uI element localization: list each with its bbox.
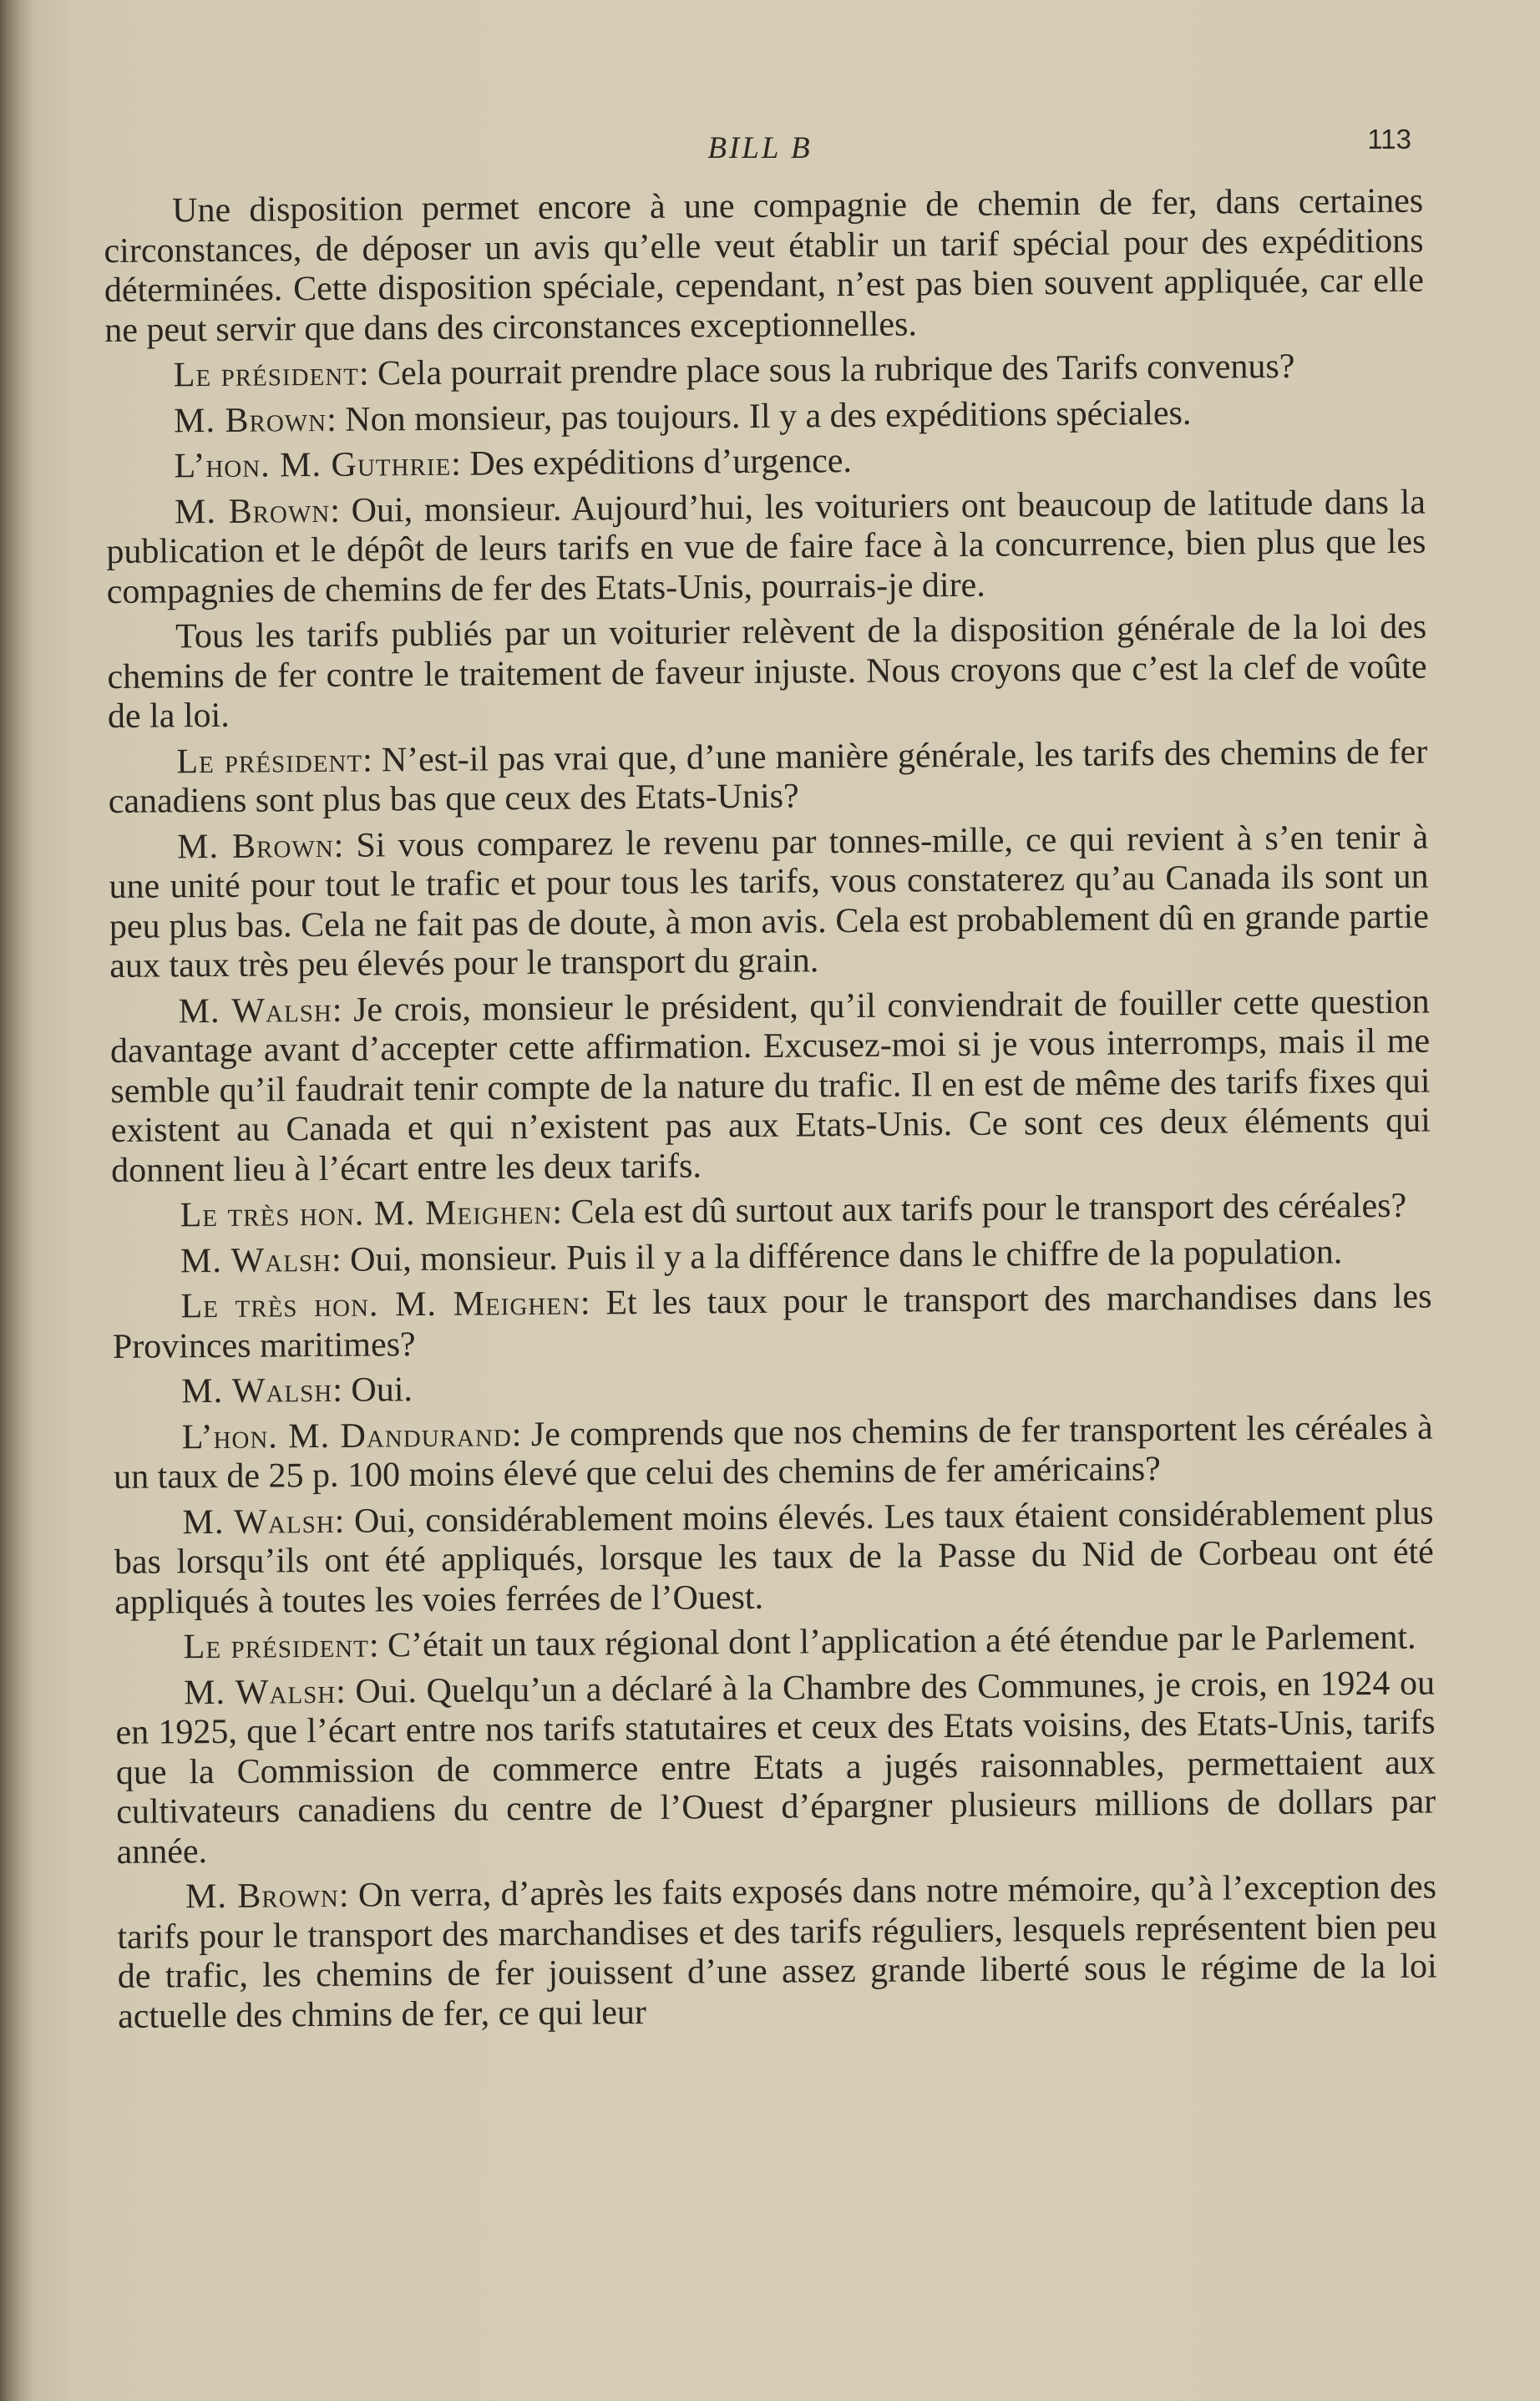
- speaker-name: L’hon. M. Dandurand: [181, 1415, 512, 1456]
- speaker-name: L’hon. M. Guthrie: [174, 444, 452, 486]
- speaker-separator: :: [552, 1193, 563, 1232]
- speaker-name: Le très hon. M. Meighen: [180, 1284, 581, 1326]
- speaker-name: M. Brown: [176, 826, 334, 866]
- speaker-name: M. Brown: [173, 400, 327, 440]
- speaker-separator: :: [368, 1626, 379, 1665]
- paragraph: [112, 1278, 1432, 1367]
- paragraph: [105, 347, 1425, 397]
- paragraph: [111, 1187, 1431, 1237]
- paragraph: [110, 982, 1431, 1191]
- paragraph-text: Tous les tarifs publiés par un voiturier relèvent de la disposition générale de la loi des chemins de fer contre le traitement de faveur injuste. Nous croyons que c’est la clef de voûte de la loi.: [107, 607, 1427, 736]
- paragraph: [114, 1408, 1434, 1497]
- paragraph-text: Non monsieur, pas toujours. Il y a des expéditions spéciales.: [336, 393, 1192, 439]
- paragraph: [117, 1868, 1437, 2037]
- paragraph-text: C’était un taux régional dont l’application a été étendue par le Parlement.: [378, 1618, 1416, 1665]
- speaker-name: M. Walsh: [182, 1502, 335, 1542]
- paragraph-text: Une disposition permet encore à une compagnie de chemin de fer, dans certaines circonstances, de déposer un avis qu’elle veut établir un tarif spécial pour des expéditions déterminées. Cette disposition spéciale, cependant, n’est pas bien souvent appliquée, car elle ne peut servir que dans des circonstances exceptionnelles.: [104, 181, 1425, 350]
- speaker-separator: :: [580, 1284, 590, 1323]
- paragraph: [105, 438, 1425, 488]
- book-spine-shadow: [0, 0, 33, 2401]
- speaker-separator: :: [450, 444, 462, 484]
- paragraph-text: Oui.: [342, 1370, 413, 1410]
- paragraph: [108, 732, 1428, 822]
- speaker-separator: :: [332, 990, 342, 1030]
- speaker-separator: :: [333, 826, 344, 865]
- speaker-separator: :: [332, 1370, 343, 1410]
- speaker-separator: :: [511, 1415, 522, 1454]
- speaker-name: M. Walsh: [181, 1370, 333, 1411]
- speaker-name: M. Walsh: [178, 990, 332, 1031]
- paragraph: [105, 392, 1425, 442]
- paragraph-text: On verra, d’après les faits exposés dans notre mémoire, qu’à l’exception des tarifs pour le transport des marchandises et des tarifs réguliers, lesquels représentent bien peu de trafic, les chemins de fer jouissent d’une assez grande liberté sous le régime de la loi actuelle des chmins de fer, ce qui leur: [117, 1867, 1437, 2036]
- paragraph-text: Oui, considérablement moins élevés. Les taux étaient considérablement plus bas lorsqu’ils ont été appliqués, lorsque les taux de la Passe du Nid de Corbeau ont été appliqués à toutes les voies ferrées de l’Ouest.: [114, 1493, 1435, 1622]
- paragraph-text: Je crois, monsieur le président, qu’il conviendrait de fouiller cette question davantage avant d’accepter cette affirmation. Excusez-moi si je vous interromps, mais il me semble qu’il faudrait tenir compte de la nature du trafic. Il en est de même des tarifs fixes qui existent au Canada et qui n’existent pas aux Etats-Unis. Ce sont ces deux éléments qui donnent lieu à l’écart entre les deux tarifs.: [109, 982, 1431, 1190]
- speaker-name: M. Walsh: [183, 1672, 337, 1712]
- paragraph: [107, 608, 1427, 737]
- speaker-separator: :: [358, 354, 369, 393]
- speaker-name: M. Brown: [174, 491, 331, 531]
- speaker-name: M. Brown: [185, 1876, 340, 1917]
- paragraph: [113, 1363, 1432, 1413]
- speaker-separator: :: [330, 491, 341, 530]
- paragraph-text: Si vous comparez le revenu par tonnes-mille, ce qui revient à s’en tenir à une unité pour tout le trafic et pour tous les tarifs, vous constaterez qu’au Canada ils sont un peu plus bas. Cela ne fait pas de doute, à mon avis. Cela est probablement dû en grande partie aux taux très peu élevés pour le transport du grain.: [109, 818, 1430, 985]
- page-number: 113: [1367, 124, 1411, 154]
- paragraph: [112, 1232, 1431, 1282]
- paragraph-text: Cela pourrait prendre place sous la rubrique des Tarifs convenus?: [368, 347, 1295, 393]
- speaker-separator: :: [331, 1240, 342, 1279]
- paragraph-text: Oui, monsieur. Puis il y a la différence dans le chiffre de la population.: [341, 1232, 1343, 1279]
- paragraph-text: Cela est dû surtout aux tarifs pour le transport des céréales?: [561, 1186, 1407, 1232]
- paragraph-text: Je comprends que nos chemins de fer transportent les céréales à un taux de 25 p. 100 moins élevé que celui des chemins de fer américains?: [113, 1408, 1433, 1497]
- body-text: [104, 182, 1437, 2043]
- speaker-name: M. Walsh: [180, 1240, 332, 1280]
- paragraph: [109, 818, 1429, 986]
- speaker-separator: :: [334, 1502, 345, 1541]
- speaker-name: Le très hon. M. Meighen: [180, 1193, 553, 1235]
- speaker-separator: :: [326, 400, 337, 439]
- paragraph: [115, 1664, 1436, 1872]
- paragraph: [114, 1493, 1434, 1623]
- paragraph-text: N’est-il pas vrai que, d’une manière générale, les tarifs des chemins de fer canadiens sont plus bas que ceux des Etats-Unis?: [108, 732, 1428, 821]
- speaker-name: Le président: [176, 741, 363, 781]
- speaker-separator: :: [335, 1672, 347, 1711]
- paragraph-text: Et les taux pour le transport des marchandises dans les Provinces maritimes?: [112, 1277, 1432, 1366]
- page-header: [100, 124, 1420, 174]
- speaker-separator: :: [338, 1876, 349, 1915]
- speaker-name: Le président: [183, 1626, 370, 1667]
- speaker-name: Le président: [173, 354, 360, 395]
- speaker-separator: :: [362, 740, 372, 780]
- paragraph-text: Oui, monsieur. Aujourd’hui, les voituriers ont beaucoup de latitude dans la publication et le dépôt de leurs tarifs en vue de faire face à la concurrence, bien plus que les compagnies de chemins de fer des Etats-Unis, pourrais-je dire.: [106, 483, 1426, 611]
- paragraph-text: Oui. Quelqu’un a déclaré à la Chambre des Communes, je crois, en 1924 ou en 1925, que l’écart entre nos tarifs statutaires et ceux des Etats voisins, des Etats-Unis, tarifs que la Commission de commerce entre Etats a jugés raisonnables, permettaient aux cultivateurs canadiens du centre de l’Ouest d’épargner plusieurs millions de dollars par année.: [115, 1664, 1436, 1872]
- running-head-title: BILL B: [707, 131, 813, 165]
- paragraph: [115, 1618, 1435, 1669]
- paragraph-text: Des expéditions d’urgence.: [460, 441, 853, 484]
- paragraph: [106, 483, 1426, 612]
- paragraph: [104, 182, 1424, 351]
